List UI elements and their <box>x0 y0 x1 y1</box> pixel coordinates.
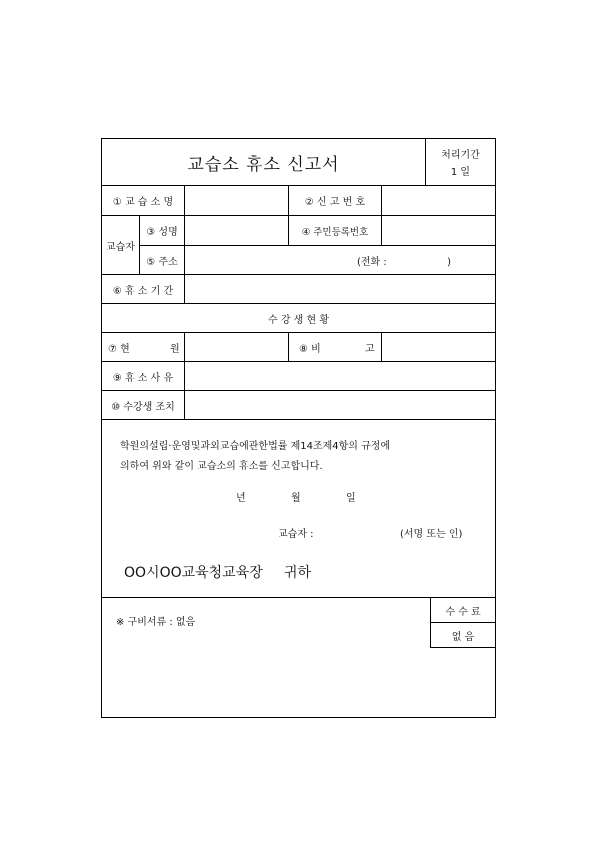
signer-label: 교습자 : <box>278 528 314 540</box>
label-remarks <box>289 333 381 361</box>
border-bottom <box>101 717 496 718</box>
label-academy-name: ① 교 습 소 명 <box>112 197 174 208</box>
recipient: OO시OO교육청교육장 <box>124 565 263 581</box>
fee-label: 수 수 료 <box>445 606 481 618</box>
recipient-suffix: 귀하 <box>284 565 312 581</box>
label-student-measures: ⑩ 수강생 조치 <box>111 401 175 413</box>
current-students-field[interactable] <box>185 333 288 361</box>
students-status-heading: 수 강 생 현 황 <box>267 314 329 326</box>
date-day: 일 <box>346 492 356 504</box>
required-documents: ※ 구비서류 : 없음 <box>116 616 196 628</box>
address-field[interactable] <box>185 246 495 274</box>
phone-label: (전화 : ) <box>357 256 452 268</box>
label-remarks-left: ⑧ 비 <box>299 343 321 355</box>
label-current-right: 원 <box>170 343 180 355</box>
label-name: ③ 성명 <box>146 227 178 238</box>
processing-period-label: 처리기간 <box>441 149 480 161</box>
statement-line-1: 학원의설립·운영및과외교습에관한법률 제14조제4항의 규정에 <box>120 440 391 452</box>
date-year: 년 <box>236 492 246 504</box>
report-number-field[interactable] <box>382 186 495 215</box>
label-remarks-right: 고 <box>365 343 375 355</box>
name-field[interactable] <box>185 216 288 245</box>
form-title: 교습소 휴소 신고서 <box>187 154 340 175</box>
label-resident-number: ④ 주민등록번호 <box>301 226 369 238</box>
closure-period-field[interactable] <box>185 275 495 303</box>
processing-period-value: 1 일 <box>450 166 471 178</box>
label-applicant-group: 교습자 <box>106 241 135 253</box>
label-report-number: ② 신 고 번 호 <box>304 197 366 208</box>
label-address: ⑤ 주소 <box>146 256 178 268</box>
label-current-left: ⑦ 현 <box>108 343 130 355</box>
label-closure-reason: ⑨ 휴 소 사 유 <box>112 372 174 384</box>
resident-number-field[interactable] <box>382 216 495 245</box>
remarks-field[interactable] <box>382 333 495 361</box>
label-current-students <box>102 333 184 361</box>
date-month: 월 <box>291 492 301 504</box>
signer-sign: (서명 또는 인) <box>400 528 463 540</box>
fee-value: 없 음 <box>451 631 475 643</box>
academy-name-field[interactable] <box>185 186 288 215</box>
label-closure-period: ⑥ 휴 소 기 간 <box>112 285 174 297</box>
student-measures-field[interactable] <box>185 391 495 419</box>
border-right <box>495 138 496 718</box>
rule <box>101 419 496 420</box>
statement-line-2: 의하여 위와 같이 교습소의 휴소를 신고합니다. <box>120 460 323 472</box>
closure-reason-field[interactable] <box>185 362 495 390</box>
rule <box>430 647 496 648</box>
